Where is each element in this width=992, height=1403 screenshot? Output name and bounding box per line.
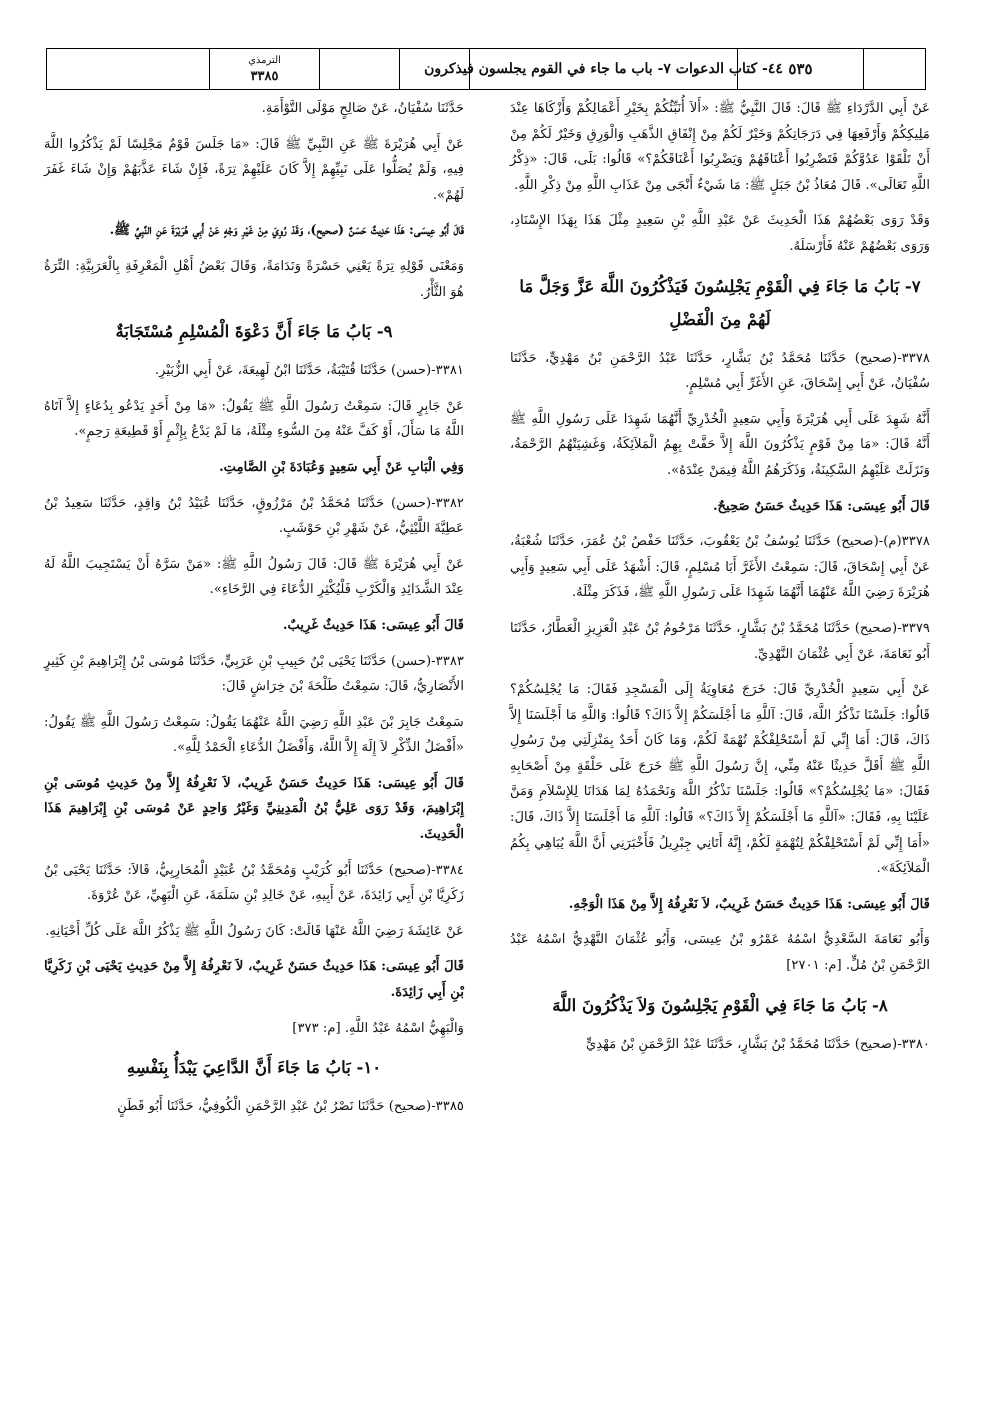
chapter-heading: ٨- بَابُ مَا جَاءَ فِي الْقَوْمِ يَجْلِسُونَ وَلاَ يَذْكُرُونَ اللَّهَ (552, 995, 888, 1015)
hadith-paragraph: ٣٣٧٨-(صحيح) حَدَّثَنَا مُحَمَّدُ بْنُ بَشَّارٍ، حَدَّثَنَا عَبْدُ الرَّحْمَنِ بْنُ مَهْدِيٍّ، حَدَّثَنَا سُفْيَانُ، عَنْ أَبِي إِسْحَاقَ، عَنِ الأَغَرِّ أَبِي مُسْلِمٍ. (510, 350, 930, 392)
paragraph: أَنَّهُ شَهِدَ عَلَى أَبِي هُرَيْرَةَ وَأَبِي سَعِيدٍ الْخُدْرِيِّ أَنَّهُمَا شَهِدَا عَلَى رَسُولِ اللَّهِ ﷺ أَنَّهُ قَالَ: «مَا مِنْ قَوْمٍ يَذْكُرُونَ اللَّهَ إِلاَّ حَفَّتْ بِهِمُ الْمَلاَئِكَةُ، وَغَشِيَتْهُمُ الرَّحْمَةُ، وَنَزَلَتْ عَلَيْهِمُ السَّكِينَةُ، وَذَكَرَهُمُ اللَّهُ فِيمَنْ عِنْدَهُ». (510, 411, 930, 478)
grading-note: قَالَ أَبُو عِيسَى: هَذَا حَدِيثٌ حَسَنٌ صَحِيحٌ. (712, 498, 930, 514)
header-empty-cell (47, 49, 209, 89)
paragraph: وَمَعْنَى قَوْلِهِ تِرَةً يَعْنِي حَسْرَةً وَنَدَامَةً، وَقَالَ بَعْضُ أَهْلِ الْمَعْرِفَةِ بِالْعَرَبِيَّةِ: التِّرَةُ هُوَ الثَّأْرُ. (44, 258, 464, 300)
header-empty-cell (399, 49, 469, 89)
in-chapter-note: وَفِي الْبَابِ عَنْ أَبِي سَعِيدٍ وَعُبَادَةَ بْنِ الصَّامِتِ. (219, 459, 464, 475)
hadith-paragraph: ٣٣٨٢-(حسن) حَدَّثَنَا مُحَمَّدُ بْنُ مَرْزُوقٍ، حَدَّثَنَا عُبَيْدُ بْنُ وَاقِدٍ، حَدَّثَنَا سَعِيدُ بْنُ عَطِيَّةَ اللَّيْثِيُّ، عَنْ شَهْرِ بْنِ حَوْشَبٍ. (44, 495, 464, 537)
paragraph: وَأَبُو نَعَامَةَ السَّعْدِيُّ اسْمُهُ عَمْرُو بْنُ عِيسَى، وَأَبُو عُثْمَانَ النَّهْدِيُّ اسْمُهُ عَبْدُ الرَّحْمَنِ بْنُ مُلٍّ. [م: ٢٧٠١] (510, 932, 930, 974)
page-header (46, 48, 926, 90)
hadith-paragraph: ٣٣٨٥-(صحيح) حَدَّثَنَا نَصْرُ بْنُ عَبْدِ الرَّحْمَنِ الْكُوفِيُّ، حَدَّثَنَا أَبُو قَطَنٍ (117, 1099, 464, 1115)
book-name: الترمذي (248, 55, 281, 66)
hadith-paragraph: ٣٣٧٨(م)-(صحيح) حَدَّثَنَا يُوسُفُ بْنُ يَعْقُوبَ، حَدَّثَنَا حَفْصُ بْنُ عُمَرَ، حَدَّثَنَا شُعْبَةُ، عَنْ أَبِي إِسْحَاقَ، قَالَ: سَمِعْتُ الأَغَرَّ أَبَا مُسْلِمٍ، قَالَ: أَشْهَدُ عَلَى أَبِي سَعِيدٍ وَأَبِي هُرَيْرَةَ رَضِيَ اللَّهُ عَنْهُمَا أَنَّهُمَا شَهِدَا عَلَى رَسُولِ اللَّهِ ﷺ، فَذَكَرَ مِثْلَهُ. (510, 534, 930, 601)
book-reference (209, 49, 319, 89)
paragraph: عَنْ أَبِي سَعِيدٍ الْخُدْرِيِّ قَالَ: خَرَجَ مُعَاوِيَةُ إِلَى الْمَسْجِدِ فَقَالَ: مَا يُجْلِسُكُمْ؟ قَالُوا: جَلَسْنَا نَذْكُرُ اللَّهَ، قَالَ: آللَّهِ مَا أَجْلَسَكُمْ إِلاَّ ذَاكَ؟ قَالُوا: وَاللَّهِ مَا أَجْلَسَنَا إِلاَّ ذَاكَ، قَالَ: أَمَا إِنِّي لَمْ أَسْتَحْلِفْكُمْ تُهْمَةً لَكُمْ، وَمَا كَانَ أَحَدٌ بِمَنْزِلَتِي مِنْ رَسُولِ اللَّهِ ﷺ أَقَلَّ حَدِيثًا عَنْهُ مِنِّي، إِنَّ رَسُولَ اللَّهِ ﷺ خَرَجَ عَلَى حَلْقَةٍ مِنْ أَصْحَابِهِ فَقَالَ: «مَا يُجْلِسُكُمْ؟» قَالُوا: جَلَسْنَا نَذْكُرُ اللَّهَ وَنَحْمَدُهُ لِمَا هَدَانَا لِلإِسْلاَمِ وَمَنَّ عَلَيْنَا بِهِ، فَقَالَ: «آللَّهِ مَا أَجْلَسَكُمْ إِلاَّ ذَاكَ؟» قَالُوا: آللَّهِ مَا أَجْلَسَنَا إِلاَّ ذَاكَ، قَالَ: «أَمَا إِنِّي لَمْ أَسْتَحْلِفْكُمْ لِتُهْمَةٍ لَكُمْ، إِنَّهُ أَتَانِي جِبْرِيلُ فَأَخْبَرَنِي أَنَّ اللَّهَ يُبَاهِي بِكُمُ الْمَلاَئِكَةَ». (510, 682, 930, 877)
paragraph: سَمِعْتُ جَابِرَ بْنَ عَبْدِ اللَّهِ رَضِيَ اللَّهُ عَنْهُمَا يَقُولُ: سَمِعْتُ رَسُولَ اللَّهِ ﷺ يَقُولُ: «أَفْضَلُ الذِّكْرِ لاَ إِلَهَ إِلاَّ اللَّهُ، وَأَفْضَلُ الدُّعَاءِ الْحَمْدُ لِلَّهِ». (44, 714, 464, 756)
paragraph: عَنْ أَبِي هُرَيْرَةَ ﷺ عَنِ النَّبِيِّ ﷺ قَالَ: «مَا جَلَسَ قَوْمٌ مَجْلِسًا لَمْ يَذْكُرُوا اللَّهَ فِيهِ، وَلَمْ يُصَلُّوا عَلَى نَبِيِّهِمْ إِلاَّ كَانَ عَلَيْهِمْ تِرَةً، فَإِنْ شَاءَ عَذَّبَهُمْ وَإِنْ شَاءَ غَفَرَ لَهُمْ». (44, 136, 464, 203)
header-blank-cell (863, 49, 925, 89)
hadith-paragraph: ٣٣٨٤-(صحيح) حَدَّثَنَا أَبُو كُرَيْبٍ وَمُحَمَّدُ بْنُ عُبَيْدٍ الْمُحَارِبِيُّ، قَالاَ: حَدَّثَنَا يَحْيَى بْنُ زَكَرِيَّا بْنِ أَبِي زَائِدَةَ، عَنْ أَبِيهِ، عَنْ خَالِدِ بْنِ سَلَمَةَ، عَنِ الْبَهِيِّ، عَنْ عُرْوَةَ. (44, 862, 464, 904)
paragraph: عَنْ عَائِشَةَ رَضِيَ اللَّهُ عَنْهَا قَالَتْ: كَانَ رَسُولُ اللَّهِ ﷺ يَذْكُرُ اللَّهَ عَلَى كُلِّ أَحْيَانِهِ. (45, 923, 464, 939)
header-empty-cell (319, 49, 399, 89)
right-column (510, 96, 930, 1067)
paragraph: عَنْ أَبِي هُرَيْرَةَ ﷺ قَالَ: قَالَ رَسُولُ اللَّهِ ﷺ: «مَنْ سَرَّهُ أَنْ يَسْتَجِيبَ اللَّهُ لَهُ عِنْدَ الشَّدَائِدِ وَالْكَرْبِ فَلْيُكْثِرِ الدُّعَاءَ فِي الرَّخَاءِ». (44, 556, 464, 598)
grading-note: قَالَ أَبُو عِيسَى: هَذَا حَدِيثٌ حَسَنٌ غَرِيبٌ، لاَ نَعْرِفُهُ إِلاَّ مِنْ حَدِيثِ يَحْيَى بْنِ زَكَرِيَّا بْنِ أَبِي زَائِدَةَ. (44, 959, 464, 1001)
grading-note: قَالَ أَبُو عِيسَى: هَذَا حَدِيثٌ حَسَنٌ (صحيح)، وَقَدْ رُوِيَ مِنْ غَيْرِ وَجْهٍ عَنْ أَبِي هُرَيْرَةَ عَنِ النَّبِيِّ ﷺ. (109, 223, 464, 239)
left-column (44, 96, 464, 1130)
grading-note: قَالَ أَبُو عِيسَى: هَذَا حَدِيثٌ حَسَنٌ غَرِيبٌ، لاَ نَعْرِفُهُ إِلاَّ مِنْ حَدِيثِ مُوسَى بْنِ إِبْرَاهِيمَ، وَقَدْ رَوَى عَلِيُّ بْنُ الْمَدِينِيِّ وَغَيْرُ وَاحِدٍ عَنْ مُوسَى بْنِ إِبْرَاهِيمَ هَذَا الْحَدِيثَ. (44, 775, 464, 843)
paragraph: وَقَدْ رَوَى بَعْضُهُمْ هَذَا الْحَدِيثَ عَنْ عَبْدِ اللَّهِ بْنِ سَعِيدٍ مِثْلَ هَذَا بِهَذَا الإِسْنَادِ، وَرَوَى بَعْضُهُمْ عَنْهُ فَأَرْسَلَهُ. (510, 213, 930, 254)
paragraph: عَنْ أَبِي الدَّرْدَاءِ ﷺ قَالَ: قَالَ النَّبِيُّ ﷺ: «أَلاَ أُنَبِّئُكُمْ بِخَيْرِ أَعْمَالِكُمْ وَأَزْكَاهَا عِنْدَ مَلِيكِكُمْ وَأَرْفَعِهَا فِي دَرَجَاتِكُمْ وَخَيْرٌ لَكُمْ مِنْ إِنْفَاقِ الذَّهَبِ وَالْوَرِقِ وَخَيْرٌ لَكُمْ مِنْ أَنْ تَلْقَوْا عَدُوَّكُمْ فَتَضْرِبُوا أَعْنَاقَهُمْ وَيَضْرِبُوا أَعْنَاقَكُمْ؟» قَالُوا: بَلَى، قَالَ: «ذِكْرُ اللَّهِ تَعَالَى». قَالَ مُعَاذُ بْنُ جَبَلٍ ﷺ: مَا شَيْءٌ أَنْجَى مِنْ عَذَابِ اللَّهِ مِنْ ذِكْرِ اللَّهِ. (510, 101, 930, 193)
hadith-paragraph: ٣٣٧٩-(صحيح) حَدَّثَنَا مُحَمَّدُ بْنُ بَشَّارٍ، حَدَّثَنَا مَرْحُومُ بْنُ عَبْدِ الْعَزِيزِ الْعَطَّارُ، حَدَّثَنَا أَبُو نَعَامَةَ، عَنْ أَبِي عُثْمَانَ النَّهْدِيِّ. (510, 620, 930, 662)
chapter-heading: ٩- بَابُ مَا جَاءَ أَنَّ دَعْوَةَ الْمُسْلِمِ مُسْتَجَابَةٌ (115, 322, 393, 342)
paragraph: حَدَّثَنَا سُفْيَانُ، عَنْ صَالِحٍ مَوْلَى التَّوْأَمَةِ. (261, 101, 464, 116)
hadith-paragraph: ٣٣٨٣-(حسن) حَدَّثَنَا يَحْيَى بْنُ حَبِيبِ بْنِ عَرَبِيٍّ، حَدَّثَنَا مُوسَى بْنُ إِبْرَاهِيمَ بْنِ كَثِيرٍ الأَنْصَارِيُّ، قَالَ: سَمِعْتُ طَلْحَةَ بْنَ خِرَاشٍ قَالَ: (44, 653, 464, 695)
paragraph: عَنْ جَابِرٍ قَالَ: سَمِعْتُ رَسُولَ اللَّهِ ﷺ يَقُولُ: «مَا مِنْ أَحَدٍ يَدْعُو بِدُعَاءٍ إِلاَّ آتَاهُ اللَّهُ مَا سَأَلَ، أَوْ كَفَّ عَنْهُ مِنَ السُّوءِ مِثْلَهُ، مَا لَمْ يَدْعُ بِإِثْمٍ أَوْ قَطِيعَةِ رَحِمٍ». (44, 398, 464, 440)
hadith-paragraph: ٣٣٨٠-(صحيح) حَدَّثَنَا مُحَمَّدُ بْنُ بَشَّارٍ، حَدَّثَنَا عَبْدُ الرَّحْمَنِ بْنُ مَهْدِيٍّ (585, 1036, 930, 1052)
hadith-range: ٣٣٨٥ (250, 69, 279, 84)
grading-note: قَالَ أَبُو عِيسَى: هَذَا حَدِيثٌ غَرِيبٌ. (282, 617, 464, 633)
paragraph: وَالْبَهِيُّ اسْمُهُ عَبْدُ اللَّهِ. [م: ٣٧٣] (292, 1020, 464, 1036)
chapter-heading: ١٠- بَابُ مَا جَاءَ أَنَّ الدَّاعِيَ يَبْدَأُ بِنَفْسِهِ (126, 1058, 382, 1078)
chapter-title: ٤٤- كتاب الدعوات ٧- باب ما جاء في القوم يجلسون فيذكرون (469, 49, 737, 89)
hadith-paragraph: ٣٣٨١-(حسن) حَدَّثَنَا قُتَيْبَةُ، حَدَّثَنَا ابْنُ لَهِيعَةَ، عَنْ أَبِي الزُّبَيْرِ. (154, 363, 464, 379)
page-number: ٥٣٥ (737, 49, 863, 89)
chapter-heading: ٧- بَابُ مَا جَاءَ فِي الْقَوْمِ يَجْلِسُونَ فَيَذْكُرُونَ اللَّهَ عَزَّ وَجَلَّ مَا لَهُمْ مِنَ الْفَضْلِ (519, 276, 921, 329)
grading-note: قَالَ أَبُو عِيسَى: هَذَا حَدِيثٌ حَسَنٌ غَرِيبٌ، لاَ نَعْرِفُهُ إِلاَّ مِنْ هَذَا الْوَجْهِ. (568, 896, 930, 912)
